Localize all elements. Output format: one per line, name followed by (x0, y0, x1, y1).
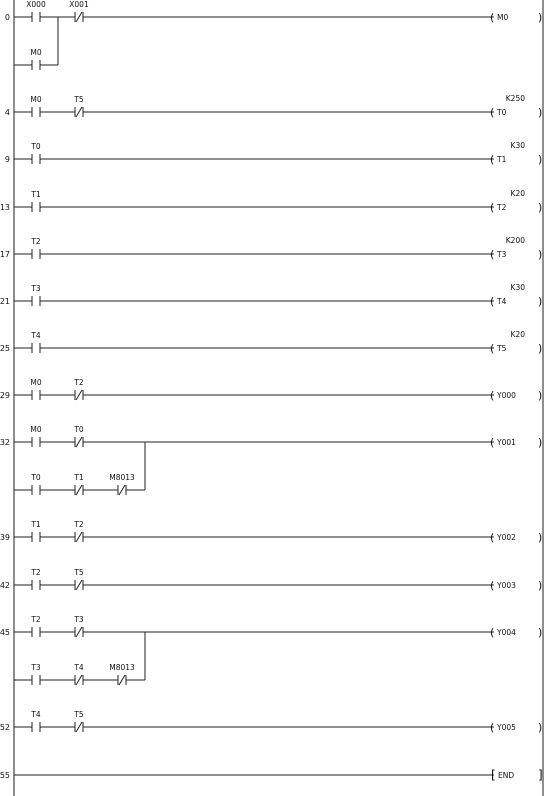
contact-device-label: T2 (74, 520, 84, 529)
coil-close-paren: ) (538, 626, 543, 639)
coil-close-paren: ) (538, 153, 543, 166)
coil-open-paren: ( (490, 201, 495, 214)
contact-device-label: T5 (74, 710, 84, 719)
coil-close-paren: ) (538, 248, 543, 261)
coil-open-paren: ( (490, 436, 495, 449)
contact-device-label: T1 (31, 520, 41, 529)
coil-close-paren: ) (538, 106, 543, 119)
contact-nc-slash (76, 580, 82, 590)
contact-device-label: M8013 (109, 473, 135, 482)
timer-constant-label: K250 (505, 94, 525, 103)
coil-close-paren: ) (538, 295, 543, 308)
coil-device-label: T5 (497, 344, 507, 353)
coil-close-paren: ) (538, 342, 543, 355)
rung-step-number: 29 (0, 391, 10, 400)
contact-nc-slash (76, 675, 82, 685)
contact-device-label: M8013 (109, 663, 135, 672)
coil-close-paren: ) (538, 579, 543, 592)
contact-device-label: T1 (31, 190, 41, 199)
contact-device-label: M0 (30, 425, 42, 434)
end-open-bracket: [ (491, 768, 496, 782)
coil-device-label: Y005 (497, 723, 516, 732)
contact-nc-slash (76, 485, 82, 495)
coil-open-paren: ( (490, 721, 495, 734)
rung-step-number: 52 (0, 723, 10, 732)
contact-device-label: T3 (31, 663, 41, 672)
coil-device-label: T0 (497, 108, 507, 117)
contact-device-label: T0 (74, 425, 84, 434)
coil-open-paren: ( (490, 626, 495, 639)
contact-device-label: T2 (74, 378, 84, 387)
end-close-bracket: ] (538, 768, 543, 782)
coil-close-paren: ) (538, 389, 543, 402)
contact-device-label: M0 (30, 378, 42, 387)
contact-nc-slash (76, 390, 82, 400)
contact-device-label: T0 (31, 473, 41, 482)
contact-device-label: M0 (30, 48, 42, 57)
contact-device-label: T4 (31, 331, 41, 340)
coil-open-paren: ( (490, 531, 495, 544)
contact-nc-slash (76, 437, 82, 447)
rung-step-number: 0 (4, 13, 10, 22)
rung-step-number: 4 (4, 108, 10, 117)
contact-device-label: T2 (31, 568, 41, 577)
coil-open-paren: ( (490, 389, 495, 402)
coil-device-label: Y002 (497, 533, 516, 542)
contact-device-label: T3 (74, 615, 84, 624)
contact-device-label: T0 (31, 142, 41, 151)
contact-device-label: T3 (31, 284, 41, 293)
contact-device-label: X000 (26, 0, 46, 9)
contact-device-label: T4 (31, 710, 41, 719)
rung-step-number: 39 (0, 533, 10, 542)
contact-nc-slash (76, 12, 82, 22)
coil-open-paren: ( (490, 153, 495, 166)
coil-close-paren: ) (538, 201, 543, 214)
contact-nc-slash (76, 107, 82, 117)
contact-device-label: X001 (69, 0, 89, 9)
contact-device-label: M0 (30, 95, 42, 104)
coil-device-label: T3 (497, 250, 507, 259)
rung-step-number: 42 (0, 581, 10, 590)
coil-open-paren: ( (490, 248, 495, 261)
coil-device-label: Y000 (497, 391, 516, 400)
contact-device-label: T5 (74, 95, 84, 104)
coil-open-paren: ( (490, 106, 495, 119)
coil-open-paren: ( (490, 295, 495, 308)
timer-constant-label: K20 (510, 189, 525, 198)
timer-constant-label: K200 (505, 236, 525, 245)
contact-nc-slash (76, 627, 82, 637)
rung-step-number: 9 (4, 155, 10, 164)
coil-close-paren: ) (538, 11, 543, 24)
contact-device-label: T2 (31, 237, 41, 246)
coil-device-label: T1 (497, 155, 507, 164)
rung-step-number: 13 (0, 203, 10, 212)
end-step-number: 55 (0, 771, 10, 780)
coil-device-label: Y001 (497, 438, 516, 447)
contact-nc-slash (119, 485, 125, 495)
coil-open-paren: ( (490, 342, 495, 355)
coil-close-paren: ) (538, 531, 543, 544)
coil-close-paren: ) (538, 721, 543, 734)
rung-step-number: 45 (0, 628, 10, 637)
contact-nc-slash (119, 675, 125, 685)
timer-constant-label: K30 (510, 283, 525, 292)
coil-device-label: T2 (497, 203, 507, 212)
rung-step-number: 21 (0, 297, 10, 306)
coil-device-label: Y004 (497, 628, 516, 637)
rung-step-number: 32 (0, 438, 10, 447)
contact-device-label: T1 (74, 473, 84, 482)
contact-device-label: T2 (31, 615, 41, 624)
contact-nc-slash (76, 532, 82, 542)
coil-device-label: Y003 (497, 581, 516, 590)
rung-step-number: 17 (0, 250, 10, 259)
contact-device-label: T5 (74, 568, 84, 577)
timer-constant-label: K20 (510, 330, 525, 339)
timer-constant-label: K30 (510, 141, 525, 150)
coil-device-label: T4 (497, 297, 507, 306)
rung-step-number: 25 (0, 344, 10, 353)
end-label: END (498, 771, 515, 780)
contact-nc-slash (76, 722, 82, 732)
coil-device-label: M0 (497, 13, 509, 22)
coil-open-paren: ( (490, 11, 495, 24)
coil-close-paren: ) (538, 436, 543, 449)
contact-device-label: T4 (74, 663, 84, 672)
coil-open-paren: ( (490, 579, 495, 592)
